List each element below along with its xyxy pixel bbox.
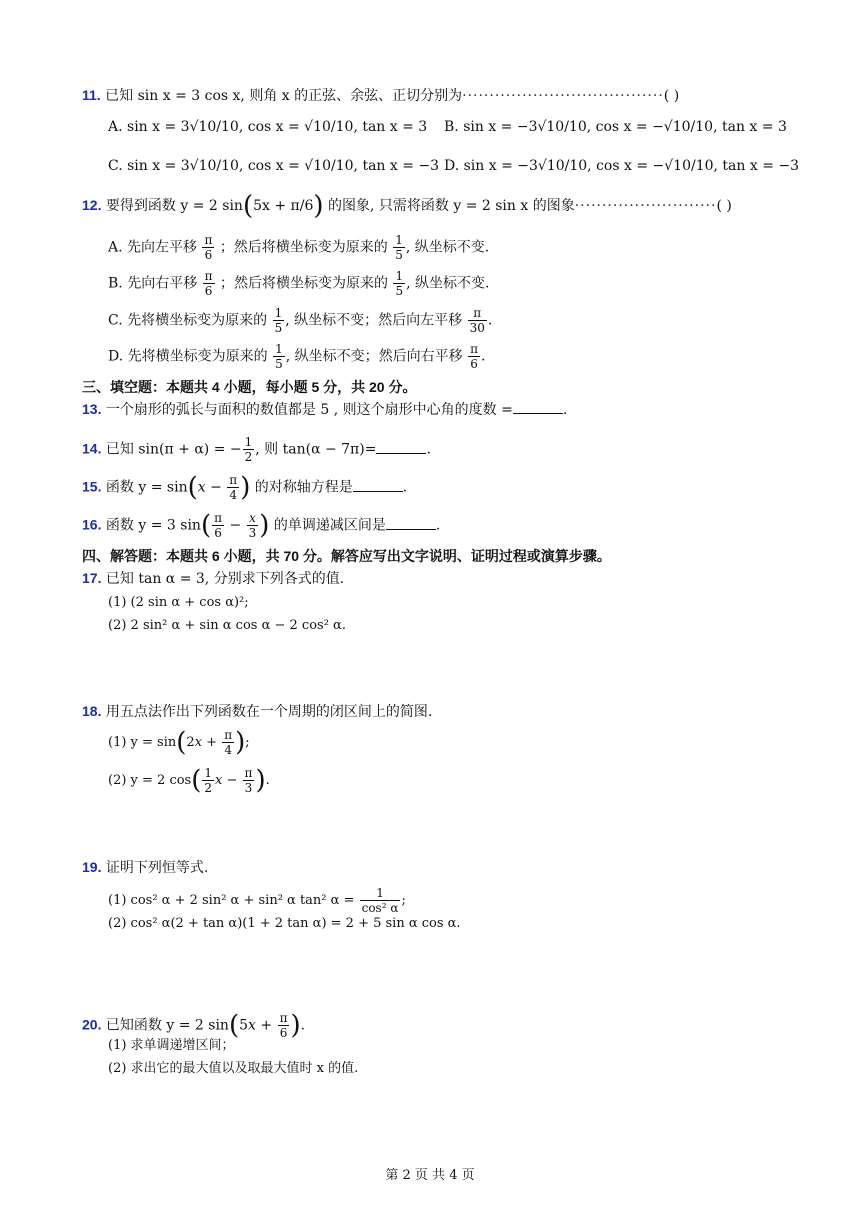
q12-stem-line: 12. 要得到函数 y = 2 sin(5x + π/6) 的图象, 只需将函数 y = 2 sin x 的图象··························( ) [82,191,732,221]
q19-part-2: (2) cos² α(2 + tan α)(1 + 2 tan α) = 2 + 5 sin α cos α. [108,916,461,931]
q18-stem: 用五点法作出下列函数在一个周期的闭区间上的简图. [105,704,433,720]
q20-stem-end: . [300,1017,306,1034]
q18-p1-pre: (1) y = sin [108,735,177,750]
q15-line: 15. 函数 y = sin(x − $\frac{\pi}{4}$ ) 的对称轴方程是 . [82,472,408,503]
frac-1-5: $\frac{1}{5}$ [274,306,283,335]
q11-option-c: C. sin x = 3√10/10, cos x = √10/10, tan x = −3 [108,158,440,174]
q12-stem-post: 的图象, 只需将函数 y = 2 sin x 的图象 [327,198,575,214]
q14-line [82,435,431,464]
q12-d-mid: , 纵坐标不变；然后向右平移 [285,348,463,365]
q12-a-post: , 纵坐标不变. [405,239,490,256]
section-4-heading: 四、解答题：本题共 6 小题，共 70 分。解答应写出文字说明、证明过程或演算步骤。 [82,548,611,564]
q12-c-pre: C. 先将横坐标变为原来的 [108,312,268,329]
q12-b-post: , 纵坐标不变. [406,275,490,292]
q15-post: 的对称轴方程是 [254,479,353,496]
q16-post: 的单调递减区间是 [273,517,386,534]
frac-pi-6: $\frac{\pi}{6}$ [214,511,222,540]
q18-p1-end: ; [245,735,250,750]
q11-option-d: D. sin x = −3√10/10, cos x = −√10/10, tan x = −3 [444,158,800,174]
q13-end: . [562,402,568,418]
q12-a-mid: ；然后将横坐标变为原来的 [219,239,388,256]
frac-1-cos2: $\frac{1}{\text{cos² α}}$ [361,886,399,915]
q14-pre: 已知 sin(π + α) = − [105,441,242,458]
q12-dots: ·························· [574,198,717,214]
q15-answer-blank[interactable] [353,479,403,492]
frac-pi-6: $\frac{\pi}{6}$ [204,269,213,298]
q20-stem-pre: 已知函数 y = 2 sin [105,1017,229,1034]
q17-part-2: (2) 2 sin² α + sin α cos α − 2 cos² α. [108,618,346,633]
q13-number: 13. [82,401,102,417]
frac-pi-6: $\frac{\pi}{6}$ [470,342,478,371]
q11-stem: 已知 sin x = 3 cos x, 则角 x 的正弦、余弦、正切分别为 [105,88,463,104]
frac-1-2: $\frac{1}{2}$ [244,435,253,464]
q18-stem-line [82,702,432,721]
q12-option-b [108,269,489,298]
q14-post: , 则 tan(α − 7π)= [255,441,377,458]
q16-pre: 函数 y = 3 sin [105,517,201,534]
q12-c-mid: , 纵坐标不变；然后向左平移 [285,312,463,329]
frac-pi-3: $\frac{\pi}{3}$ [244,766,253,795]
frac-pi-6: $\frac{\pi}{6}$ [279,1011,288,1040]
q16-number: 16. [82,516,102,533]
q12-number: 12. [82,197,102,213]
q12-option-d [108,342,485,371]
q11-dots: ····································· [462,88,664,104]
q14-number: 14. [82,440,102,457]
q15-number: 15. [82,478,102,495]
q20-number: 20. [82,1016,102,1033]
frac-pi-4: $\frac{\pi}{4}$ [229,473,238,502]
q12-b-pre: B. 先向右平移 [108,275,198,292]
q13-text: 一个扇形的弧长与面积的数值都是 5 , 则这个扇形中心角的度数 = [105,402,513,418]
q12-answer-paren: ( ) [716,198,732,214]
q11-option-b: B. sin x = −3√10/10, cos x = −√10/10, tan x = 3 [444,119,787,135]
q20-part-1: (1) 求单调递增区间； [108,1038,235,1053]
q20-stem-line: 20. 已知函数 y = 2 sin(5x + $\frac{\pi}{6}$ ). [82,1010,306,1041]
q18-p2-pre: (2) y = 2 cos [108,773,192,788]
page-footer: 第 2 页 共 4 页 [385,1168,475,1183]
q19-stem-line [82,858,208,877]
q20-part-2: (2) 求出它的最大值以及取最大值时 x 的值. [108,1061,359,1076]
q12-d-pre: D. 先将横坐标变为原来的 [108,348,268,365]
q12-d-post: . [480,348,486,365]
frac-1-5: $\frac{1}{5}$ [395,233,403,262]
q13-answer-blank[interactable] [513,401,563,414]
q17-stem-line [82,569,344,588]
q12-option-c [108,306,492,335]
frac-pi-4: $\frac{\pi}{4}$ [224,728,233,757]
frac-pi-30: $\frac{\pi}{30}$ [469,306,485,335]
q18-number: 18. [82,703,102,719]
frac-pi-6: $\frac{\pi}{6}$ [204,233,213,262]
q12-b-mid: ；然后将横坐标变为原来的 [220,275,388,292]
q19-stem: 证明下列恒等式. [105,860,209,876]
q12-c-post: . [487,312,493,329]
q19-number: 19. [82,859,102,875]
section-3-heading: 三、填空题：本题共 4 小题，每小题 5 分，共 20 分。 [82,379,417,395]
q12-stem-pre: 要得到函数 y = 2 sin [105,198,243,214]
frac-1-5: $\frac{1}{5}$ [395,269,404,298]
q18-part-2: (2) y = 2 cos( $\frac{1}{2}$ x − $\frac{\pi}{3}$ ). [108,765,270,796]
q11-answer-paren: ( ) [663,88,680,104]
q14-end: . [426,441,431,458]
q15-end: . [402,479,408,496]
q17-number: 17. [82,570,102,586]
q16-line: 16. 函数 y = 3 sin( $\frac{\pi}{6}$ − $\frac{x}{3}$ ) 的单调递减区间是 . [82,510,441,541]
q19-p1-end: ; [401,893,406,908]
q19-p1-pre: (1) cos² α + 2 sin² α + sin² α tan² α = [108,893,355,908]
q15-pre: 函数 y = sin [105,479,188,496]
q11-option-a: A. sin x = 3√10/10, cos x = √10/10, tan x = 3 [108,119,428,135]
q18-part-1: (1) y = sin(2x + $\frac{\pi}{4}$ ); [108,727,250,758]
q14-answer-blank[interactable] [376,441,426,454]
q18-p2-end: . [265,773,270,788]
q11-stem-line [82,86,679,105]
q11-number: 11. [82,87,101,103]
q12-option-a [108,233,489,262]
frac-1-2: $\frac{1}{2}$ [204,766,213,795]
q17-part-1: (1) (2 sin α + cos α)²; [108,595,249,610]
q13-line [82,400,567,419]
frac-1-5: $\frac{1}{5}$ [275,342,283,371]
q16-end: . [435,517,441,534]
q12-stem-arg: 5x + π/6 [253,198,314,214]
q12-a-pre: A. 先向左平移 [108,239,198,256]
q17-stem: 已知 tan α = 3, 分别求下列各式的值. [105,571,345,587]
q16-answer-blank[interactable] [386,517,436,530]
frac-x-3: $\frac{x}{3}$ [248,511,257,540]
q19-part-1 [108,886,406,915]
